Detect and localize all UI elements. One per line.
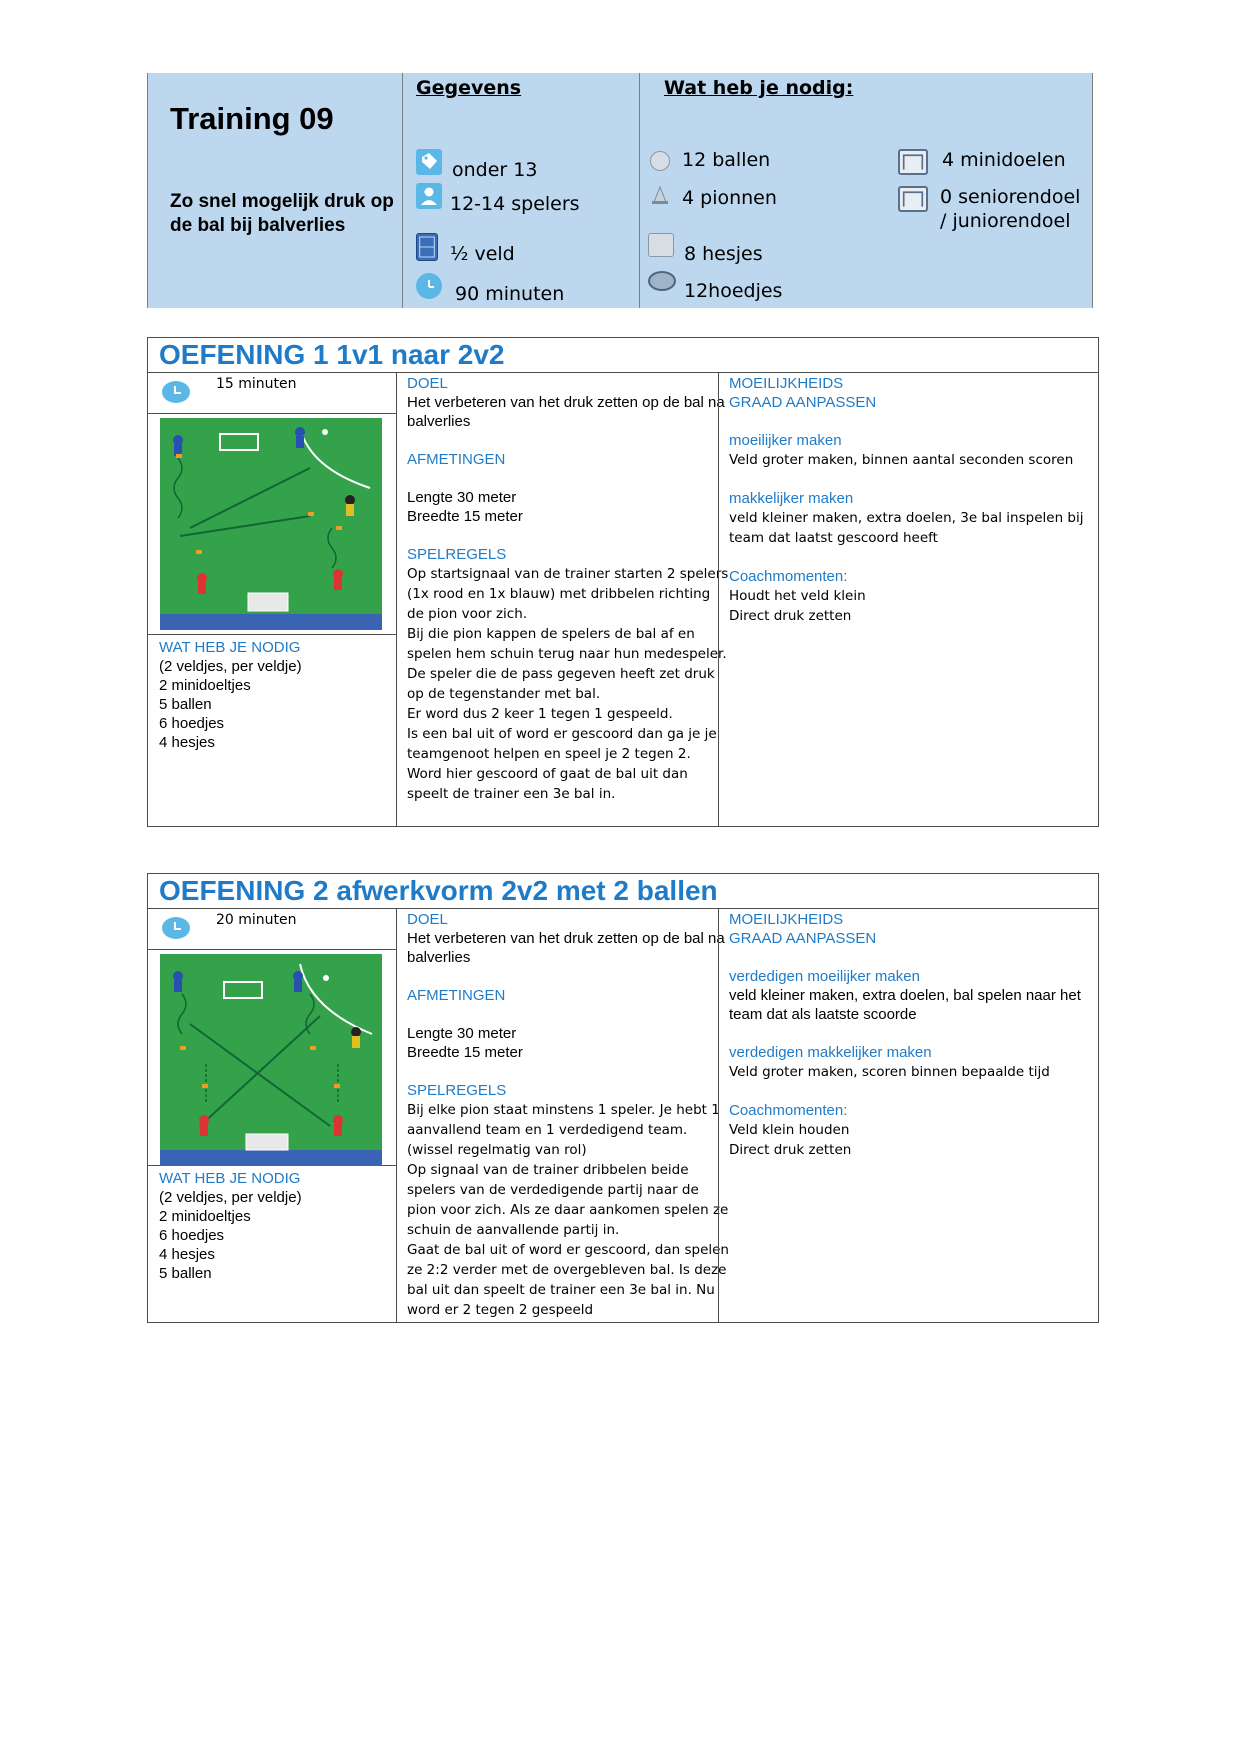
rule: Er word dus 2 keer 1 tegen 1 gespeeld. <box>407 706 673 722</box>
cone-icon <box>651 185 669 205</box>
clock-icon <box>162 381 190 403</box>
needs-item: 2 minidoeltjes <box>159 677 251 694</box>
easier-label: verdedigen makkelijker maken <box>729 1044 932 1061</box>
total-duration: 90 minuten <box>455 283 565 305</box>
coach-item: Houdt het veld klein <box>729 588 866 604</box>
needs-item: 4 hesjes <box>159 1246 215 1263</box>
exercise-right-column <box>718 373 1119 826</box>
coach-label: Coachmomenten: <box>729 568 848 585</box>
field-size: ½ veld <box>450 243 515 265</box>
exercise-middle-column <box>396 373 739 826</box>
easier-label: makkelijker maken <box>729 490 854 507</box>
needs-item: 6 hoedjes <box>159 1227 225 1244</box>
pitch-diagram <box>148 950 396 1166</box>
training-title: Training 09 <box>170 101 334 136</box>
harder-text: Veld groter maken, binnen aantal seconden scoren <box>729 452 1074 468</box>
width: Breedte 15 meter <box>407 508 523 525</box>
junior-goals: / juniorendoel <box>940 210 1071 232</box>
needs-item: 5 ballen <box>159 696 212 713</box>
player-icon <box>416 183 442 209</box>
field-icon <box>416 233 438 261</box>
pitch-drawing <box>160 954 382 1166</box>
needs-list <box>148 1166 396 1286</box>
harder-text: veld kleiner maken, extra doelen, bal spelen naar het team dat als laatste scoorde <box>729 987 1081 1023</box>
age-group: onder 13 <box>452 159 538 181</box>
rule: Is een bal uit of word er gescoord dan ga je je teamgenoot helpen en speel je 2 tegen 2. <box>407 726 717 762</box>
balls: 12 ballen <box>682 149 771 171</box>
needs-label: WAT HEB JE NODIG <box>159 639 301 656</box>
clock-icon <box>416 273 442 299</box>
duration-row <box>148 373 396 414</box>
doel-label: DOEL <box>407 911 448 928</box>
coach-item: Direct druk zetten <box>729 1142 852 1158</box>
clock-icon <box>162 917 190 939</box>
nodig-heading: Wat heb je nodig: <box>664 77 854 99</box>
pitch-drawing <box>160 418 382 630</box>
needs-item: 2 minidoeltjes <box>159 1208 251 1225</box>
rule: Gaat de bal uit of word er gescoord, dan spelen ze 2:2 verder met de overgebleven bal. Is deze bal uit dan speelt de trainer een 3e bal in. Nu word er 2 tegen 2 gespeeld <box>407 1242 729 1318</box>
coach-item: Direct druk zetten <box>729 608 852 624</box>
needs-item: (2 veldjes, per veldje) <box>159 658 302 675</box>
difficulty-label: GRAAD AANPASSEN <box>729 930 877 947</box>
exercise-title: OEFENING 2 afwerkvorm 2v2 met 2 ballen <box>148 874 1098 909</box>
cones: 4 pionnen <box>682 187 777 209</box>
length: Lengte 30 meter <box>407 489 517 506</box>
needs-item: 6 hoedjes <box>159 715 225 732</box>
spelregels-label: SPELREGELS <box>407 1082 507 1099</box>
doel-text: Het verbeteren van het druk zetten op de bal na balverlies <box>407 930 725 966</box>
ball-icon <box>650 151 670 171</box>
spelregels-label: SPELREGELS <box>407 546 507 563</box>
goal-icon <box>898 186 928 212</box>
gegevens-heading: Gegevens <box>416 77 522 99</box>
exercise-right-column <box>718 909 1119 1322</box>
training-header <box>147 73 1093 308</box>
needs-item: (2 veldjes, per veldje) <box>159 1189 302 1206</box>
pitch-diagram <box>148 414 396 635</box>
easier-text: veld kleiner maken, extra doelen, 3e bal inspelen bij team dat laatst gescoord heeft <box>729 510 1084 546</box>
doel-text: Het verbeteren van het druk zetten op de bal na balverlies <box>407 394 725 430</box>
exercise-duration: 15 minuten <box>216 376 297 392</box>
needs-item: 4 hesjes <box>159 734 215 751</box>
rule: Op startsignaal van de trainer starten 2 spelers (1x rood en 1x blauw) met dribbelen richting de pion voor zich. <box>407 566 729 622</box>
marker-disc-icon <box>648 271 676 291</box>
exercise-title: OEFENING 1 1v1 naar 2v2 <box>148 338 1098 373</box>
exercise-left-column <box>148 909 396 1322</box>
rule: De speler die de pass gegeven heeft zet druk op de tegenstander met bal. <box>407 666 715 702</box>
markers: 12hoedjes <box>684 280 783 302</box>
rule: Op signaal van de trainer dribbelen beide spelers van de verdedigende partij naar de pion voor zich. Als ze daar aankomen spelen ze schuin de aanvallende partij in. <box>407 1162 729 1238</box>
afmetingen-label: AFMETINGEN <box>407 987 506 1004</box>
needs-list <box>148 635 396 755</box>
rule: Bij elke pion staat minstens 1 speler. Je hebt 1 aanvallend team en 1 verdedigend team. (wissel regelmatig van rol) <box>407 1102 720 1158</box>
rule: Word hier gescoord of gaat de bal uit dan speelt de trainer een 3e bal in. <box>407 766 688 802</box>
exercise-1 <box>147 337 1099 827</box>
mini-goal-icon <box>898 149 928 175</box>
afmetingen-label: AFMETINGEN <box>407 451 506 468</box>
exercise-middle-column <box>396 909 739 1322</box>
doel-label: DOEL <box>407 375 448 392</box>
mini-goals: 4 minidoelen <box>942 149 1066 171</box>
bibs: 8 hesjes <box>684 243 763 265</box>
difficulty-label: GRAAD AANPASSEN <box>729 394 877 411</box>
exercise-2 <box>147 873 1099 1323</box>
coach-label: Coachmomenten: <box>729 1102 848 1119</box>
difficulty-label: MOEILIJKHEIDS <box>729 911 844 928</box>
divider <box>639 73 640 308</box>
exercise-duration: 20 minuten <box>216 912 297 928</box>
difficulty-label: MOEILIJKHEIDS <box>729 375 844 392</box>
tag-icon <box>416 149 442 175</box>
length: Lengte 30 meter <box>407 1025 517 1042</box>
training-subtitle: Zo snel mogelijk druk op de bal bij balverlies <box>170 191 394 236</box>
harder-label: verdedigen moeilijker maken <box>729 968 920 985</box>
width: Breedte 15 meter <box>407 1044 523 1061</box>
divider <box>402 73 403 308</box>
exercise-left-column <box>148 373 396 826</box>
player-count: 12-14 spelers <box>450 193 580 215</box>
bib-icon <box>648 233 674 257</box>
duration-row <box>148 909 396 950</box>
coach-item: Veld klein houden <box>729 1122 850 1138</box>
needs-label: WAT HEB JE NODIG <box>159 1170 301 1187</box>
easier-text: Veld groter maken, scoren binnen bepaalde tijd <box>729 1064 1050 1080</box>
rule: Bij die pion kappen de spelers de bal af en spelen hem schuin terug naar hun medespeler. <box>407 626 727 662</box>
senior-goals: 0 seniorendoel <box>940 186 1081 208</box>
needs-item: 5 ballen <box>159 1265 212 1282</box>
harder-label: moeilijker maken <box>729 432 842 449</box>
